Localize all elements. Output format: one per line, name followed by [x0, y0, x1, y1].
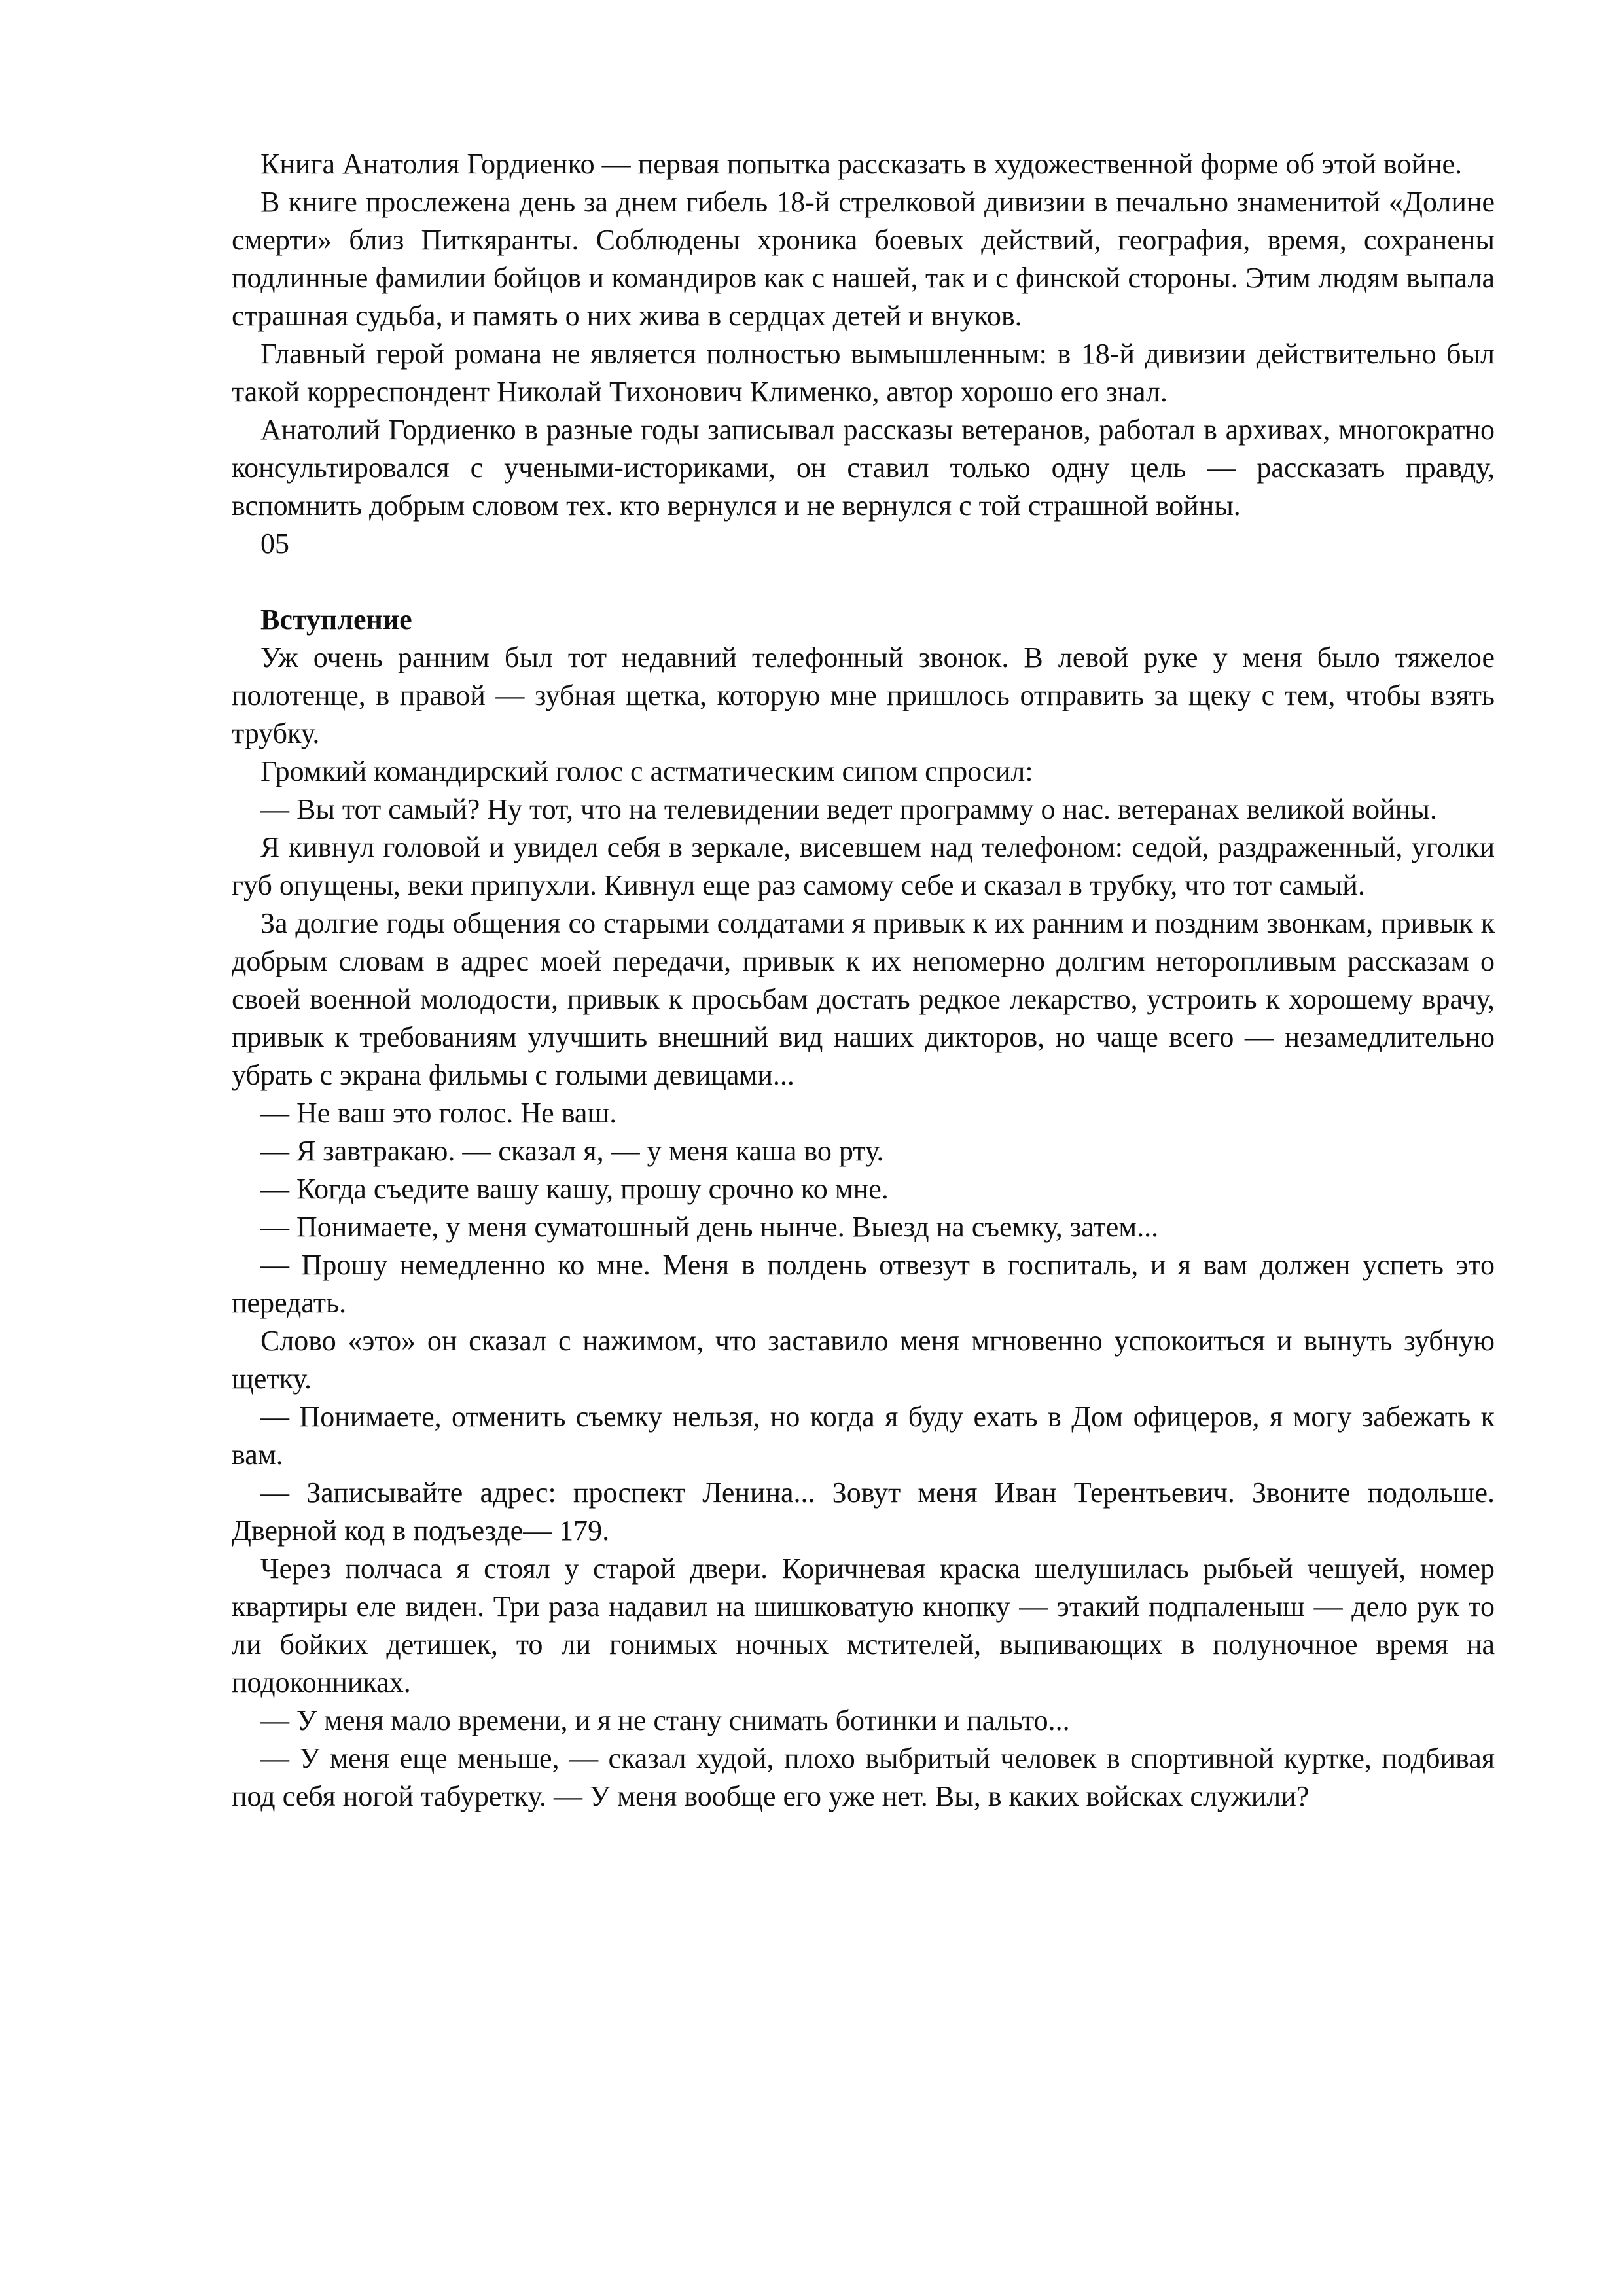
body-paragraph: Я кивнул головой и увидел себя в зеркале, висевшем над телефоном: седой, раздраженный, уголки губ опущены, веки припухли. Кивнул еще раз самому себе и сказал в трубку, что тот самый.	[232, 831, 1495, 901]
body-paragraph: — Записывайте адрес: проспект Ленина... Зовут меня Иван Терентьевич. Звоните подольше. Дверной код в подъезде— 179.	[232, 1477, 1495, 1547]
document-page	[232, 145, 1495, 1816]
section-spacer	[232, 563, 1495, 601]
body-paragraph: За долгие годы общения со старыми солдатами я привык к их ранним и поздним звонкам, привык к добрым словам в адрес моей передачи, привык к их непомерно долгим неторопливым рассказам о своей военной молодости, привык к просьбам достать редкое лекарство, устроить к хорошему врачу, привык к требованиям улучшить внешний вид наших дикторов, но чаще всего — незамедлительно убрать с экрана фильмы с голыми девицами...	[232, 907, 1495, 1091]
body-paragraph: — Понимаете, отменить съемку нельзя, но когда я буду ехать в Дом офицеров, я могу забежать к вам.	[232, 1401, 1495, 1471]
body-paragraph: — У меня мало времени, и я не стану снимать ботинки и пальто...	[260, 1704, 1070, 1736]
body-paragraph: Через полчаса я стоял у старой двери. Коричневая краска шелушилась рыбьей чешуей, номер квартиры еле виден. Три раза надавил на шишковатую кнопку — этакий подпаленыш — дело рук то ли бойких детишек, то ли гонимых ночных мстителей, выпивающих в полуночное время на подоконниках.	[232, 1552, 1495, 1698]
body-paragraph: — Когда съедите вашу кашу, прошу срочно ко мне.	[260, 1173, 889, 1205]
body-paragraph: — Вы тот самый? Ну тот, что на телевидении ведет программу о нас. ветеранах великой войны.	[260, 793, 1437, 825]
intro-paragraph: Анатолий Гордиенко в разные годы записывал рассказы ветеранов, работал в архивах, многократно консультировался с учеными-историками, он ставил только одну цель — рассказать правду, вспомнить добрым словом тех. кто вернулся и не вернулся с той страшной войны.	[232, 414, 1495, 522]
body-paragraph: — Прошу немедленно ко мне. Меня в полдень отвезут в госпиталь, и я вам должен успеть это передать.	[232, 1249, 1495, 1319]
body-paragraph: — Я завтракаю. — сказал я, — у меня каша во рту.	[260, 1135, 884, 1167]
page-number: 05	[260, 528, 289, 560]
body-paragraph: — У меня еще меньше, — сказал худой, плохо выбритый человек в спортивной куртке, подбивая под себя ногой табуретку. — У меня вообще его уже нет. Вы, в каких войсках служили?	[232, 1742, 1495, 1812]
intro-paragraph: Главный герой романа не является полностью вымышленным: в 18-й дивизии действительно был такой корреспондент Николай Тихонович Клименко, автор хорошо его знал.	[232, 338, 1495, 408]
body-paragraph: Слово «это» он сказал с нажимом, что заставило меня мгновенно успокоиться и вынуть зубную щетку.	[232, 1325, 1495, 1395]
intro-paragraph: Книга Анатолия Гордиенко — первая попытка рассказать в художественной форме об этой войне.	[260, 148, 1463, 180]
body-paragraph: Уж очень ранним был тот недавний телефонный звонок. В левой руке у меня было тяжелое полотенце, в правой — зубная щетка, которую мне пришлось отправить за щеку с тем, чтобы взять трубку.	[232, 641, 1495, 749]
body-paragraph: Громкий командирский голос с астматическим сипом спросил:	[260, 755, 1033, 787]
section-title: Вступление	[260, 603, 412, 636]
body-paragraph: — Не ваш это голос. Не ваш.	[260, 1097, 617, 1129]
body-paragraph: — Понимаете, у меня суматошный день нынче. Выезд на съемку, затем...	[260, 1211, 1159, 1243]
intro-paragraph: В книге прослежена день за днем гибель 18-й стрелковой дивизии в печально знаменитой «Долине смерти» близ Питкяранты. Соблюдены хроника боевых действий, география, время, сохранены подлинные фамилии бойцов и командиров как с нашей, так и с финской стороны. Этим людям выпала страшная судьба, и память о них жива в сердцах детей и внуков.	[232, 186, 1495, 332]
